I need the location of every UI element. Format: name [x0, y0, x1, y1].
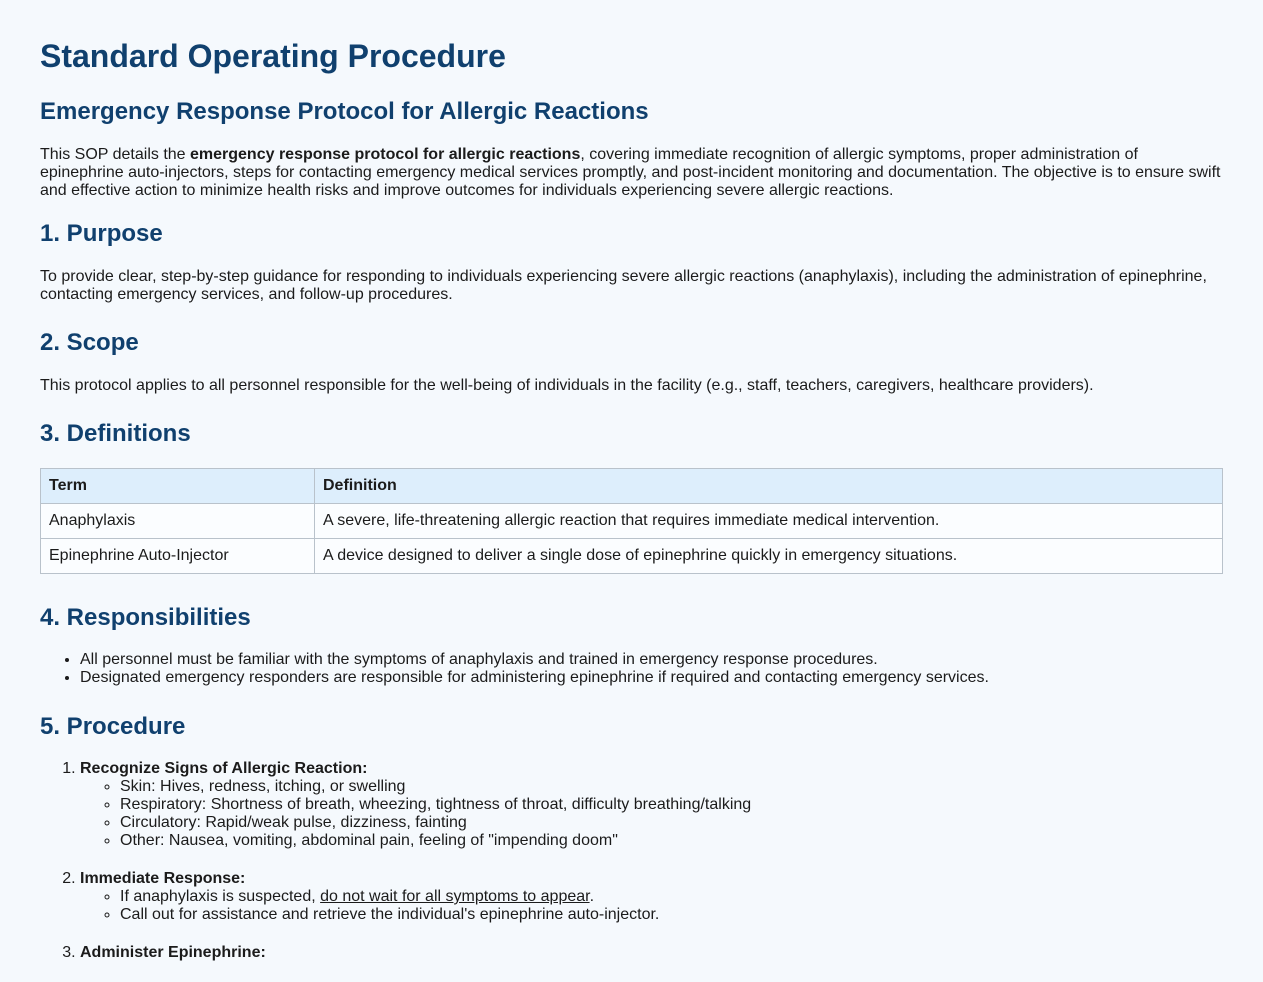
substep-text: If anaphylaxis is suspected, — [120, 888, 321, 905]
step-substeps — [80, 888, 1260, 924]
responsibilities-heading: 4. Responsibilities — [40, 604, 251, 631]
list-item: ◦ Other: Nausea, vomiting, abdominal pain, feeling of "impending doom" — [120, 832, 1260, 850]
procedure-step — [80, 760, 1260, 850]
procedure-heading: 5. Procedure — [40, 713, 186, 740]
intro-paragraph — [40, 146, 1225, 200]
intro-text-post: , covering immediate recognition of allergic symptoms, proper administration of epinephrine auto-injectors, steps for contacting emergency medical services promptly, and post-incident monitoring and documentation. The objective is to ensure swift and effective action to minimize health risks and improve outcomes for individuals experiencing severe allergic reactions. — [40, 146, 1221, 199]
procedure-step — [80, 944, 1260, 962]
procedure-step — [80, 870, 1260, 924]
document-subtitle: Emergency Response Protocol for Allergic Reactions — [40, 98, 649, 125]
table-header-row — [41, 469, 1223, 504]
scope-heading: 2. Scope — [40, 329, 139, 356]
list-item: ◦ Respiratory: Shortness of breath, wheezing, tightness of throat, difficulty breathing/talking — [120, 796, 1260, 814]
scope-text: This protocol applies to all personnel responsible for the well-being of individuals in the facility (e.g., staff, teachers, caregivers, healthcare providers). — [40, 377, 1094, 394]
term-cell: Anaphylaxis — [41, 504, 315, 539]
substep-text-end: . — [589, 888, 595, 905]
step-substeps — [80, 778, 1260, 850]
step-title: Administer Epinephrine: — [80, 944, 266, 961]
list-item: ◦ Circulatory: Rapid/weak pulse, dizziness, fainting — [120, 814, 1260, 832]
step-title: Recognize Signs of Allergic Reaction: — [80, 760, 368, 777]
intro-text-bold: emergency response protocol for allergic reactions — [190, 146, 581, 163]
step-title: Immediate Response: — [80, 870, 246, 887]
list-item: • Designated emergency responders are responsible for administering epinephrine if required and contacting emergency services. — [80, 669, 989, 687]
definition-cell: A device designed to deliver a single dose of epinephrine quickly in emergency situations. — [315, 539, 1223, 574]
definitions-table — [40, 468, 1223, 574]
purpose-heading: 1. Purpose — [40, 220, 163, 247]
list-item: ◦ Skin: Hives, redness, itching, or swelling — [120, 778, 1260, 796]
list-item — [120, 888, 1260, 906]
intro-text-pre: This SOP details the — [40, 146, 190, 163]
responsibilities-list — [40, 651, 989, 687]
definitions-heading: 3. Definitions — [40, 420, 191, 447]
substep-emphasis: do not wait for all symptoms to appear — [320, 888, 590, 905]
page-title: Standard Operating Procedure — [40, 38, 506, 74]
column-header-definition: Definition — [315, 469, 1223, 504]
list-item: ◦ Call out for assistance and retrieve the individual's epinephrine auto-injector. — [120, 906, 1260, 924]
procedure-steps — [40, 760, 1260, 982]
table-row — [41, 539, 1223, 574]
definition-cell: A severe, life-threatening allergic reaction that requires immediate medical intervention. — [315, 504, 1223, 539]
column-header-term: Term — [41, 469, 315, 504]
term-cell: Epinephrine Auto-Injector — [41, 539, 315, 574]
table-row — [41, 504, 1223, 539]
purpose-text: To provide clear, step-by-step guidance for responding to individuals experiencing severe allergic reactions (anaphylaxis), including the administration of epinephrine, contacting emergency services, and follow-up procedures. — [40, 268, 1207, 303]
list-item: • All personnel must be familiar with the symptoms of anaphylaxis and trained in emergency response procedures. — [80, 651, 989, 669]
